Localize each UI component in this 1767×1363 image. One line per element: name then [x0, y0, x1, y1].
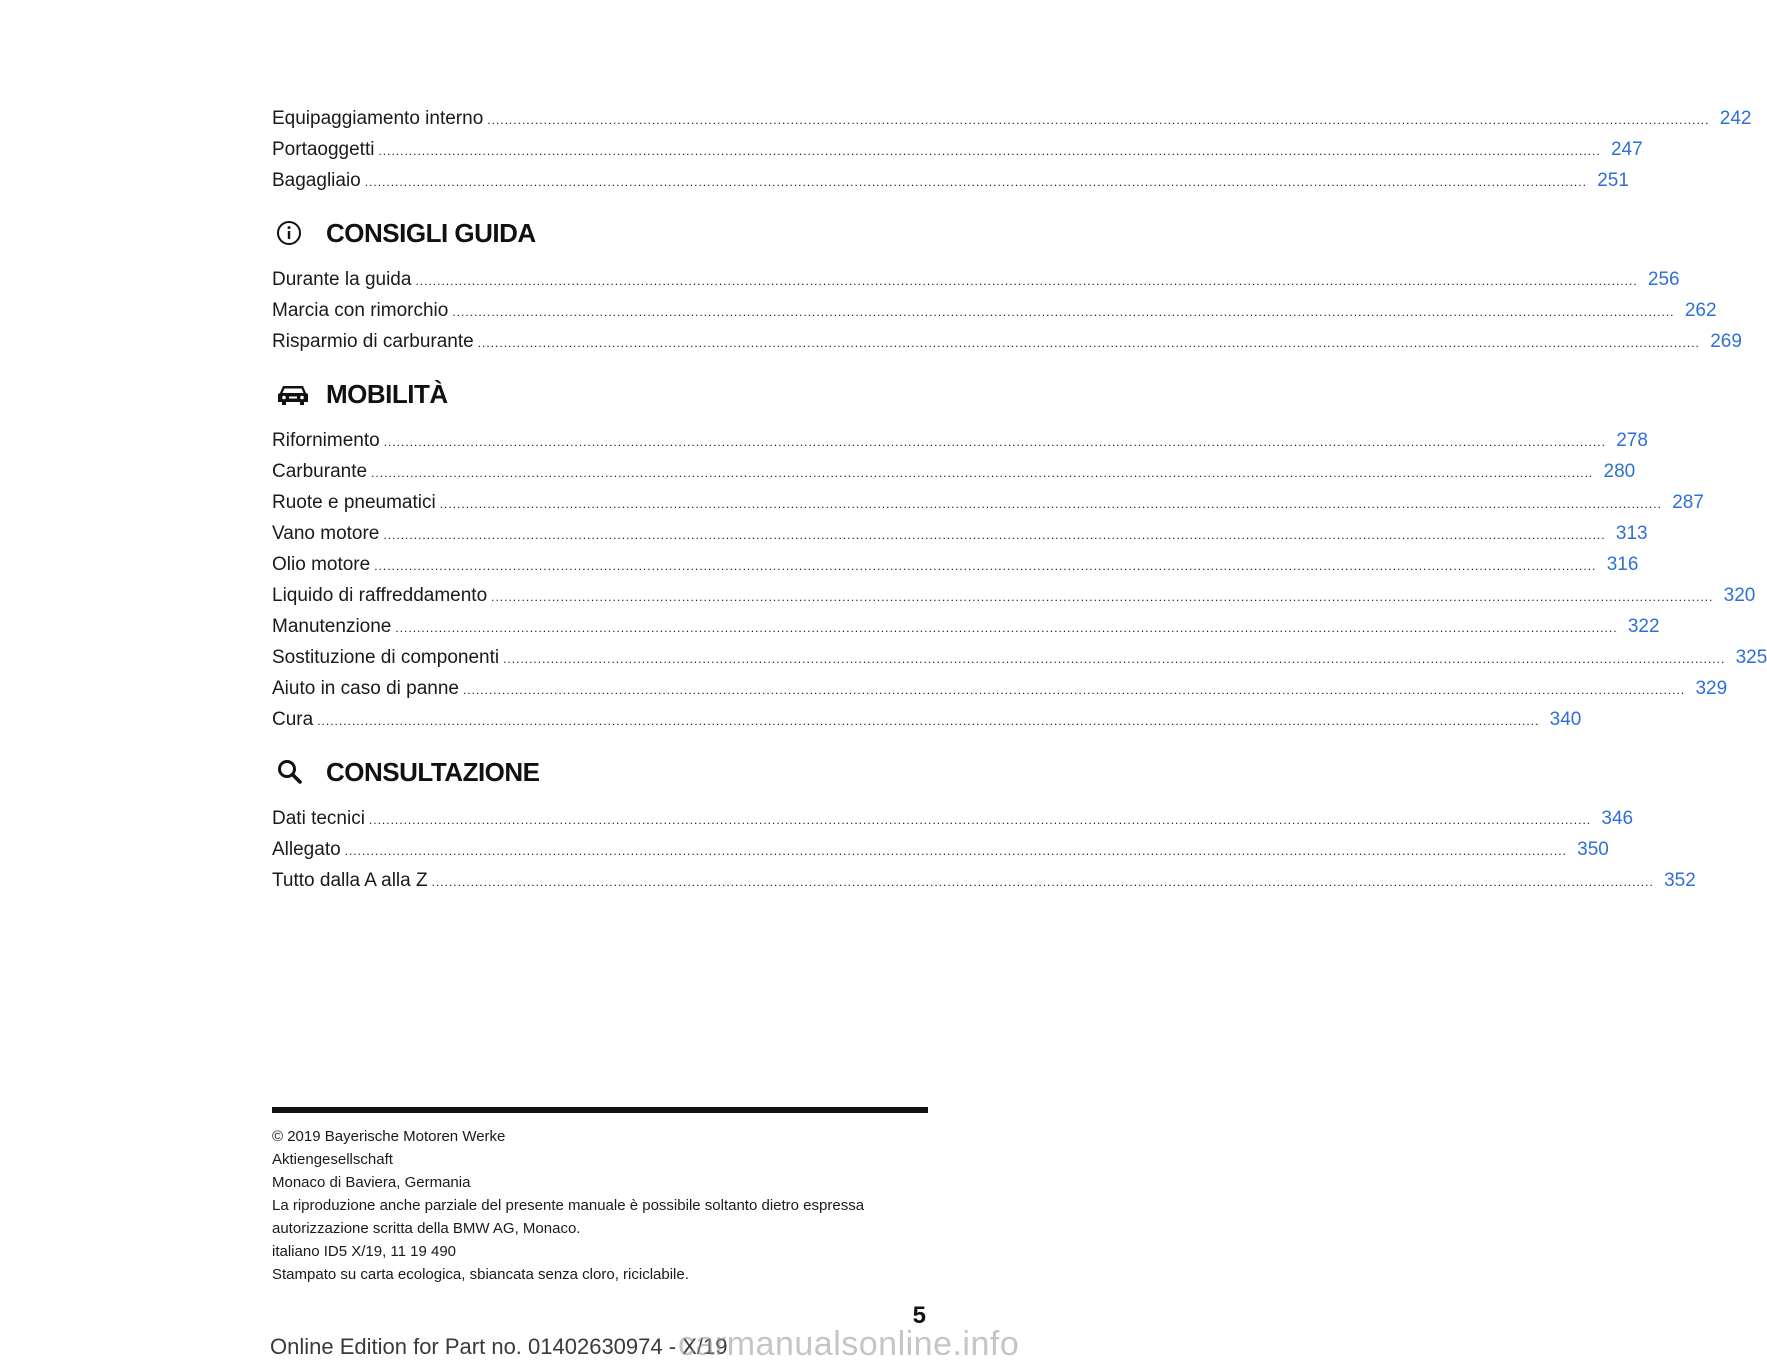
toc-entry-page-link[interactable]: 329	[1695, 678, 1728, 699]
toc-entry-page-link[interactable]: 269	[1710, 331, 1742, 352]
toc-entry-title: Tutto dalla A alla Z	[272, 870, 428, 891]
toc-entry-title: Cura	[272, 709, 314, 730]
toc-section	[272, 741, 1696, 896]
toc-entry-leader-dots	[369, 805, 1591, 836]
imprint-block	[272, 1125, 912, 1286]
toc-entry-leader-dots	[415, 266, 1637, 297]
toc-entry-title: Sostituzione di componenti	[272, 647, 500, 668]
toc-entry-title: Portaoggetti	[272, 139, 375, 160]
toc-entry-title: Marcia con rimorchio	[272, 300, 449, 321]
toc-entry[interactable]	[272, 580, 1756, 611]
car-icon	[276, 379, 316, 409]
toc-entry[interactable]	[272, 425, 1648, 456]
imprint-line: autorizzazione scritta della BMW AG, Monaco.	[272, 1220, 581, 1237]
toc-entry[interactable]	[272, 456, 1636, 487]
toc-entry-leader-dots	[452, 297, 1674, 328]
toc-entry-page-link[interactable]: 287	[1672, 492, 1704, 513]
toc-entry-page-link[interactable]: 350	[1577, 839, 1609, 860]
toc-section-title: MOBILITÀ	[326, 378, 448, 409]
toc-section-heading[interactable]	[272, 202, 928, 264]
imprint-line: La riproduzione anche parziale del presente manuale è possibile soltanto dietro espressa	[272, 1197, 865, 1214]
toc-section	[272, 363, 1767, 735]
toc-entry-title: Carburante	[272, 461, 368, 482]
info-icon	[276, 218, 316, 248]
toc-entry-leader-dots	[440, 489, 1662, 520]
toc-entry-title: Bagagliaio	[272, 170, 361, 191]
toc-entry-leader-dots	[478, 328, 1700, 359]
toc-section-heading[interactable]	[272, 741, 928, 803]
toc-entry[interactable]	[272, 834, 1609, 865]
toc-entry-title: Rifornimento	[272, 430, 380, 451]
toc-entry-leader-dots	[383, 520, 1605, 551]
toc-entry[interactable]	[272, 865, 1696, 896]
imprint-line: Stampato su carta ecologica, sbiancata senza cloro, riciclabile.	[272, 1266, 689, 1283]
toc-entry-title: Equipaggiamento interno	[272, 108, 484, 129]
toc-section-title: CONSIGLI GUIDA	[326, 217, 536, 248]
toc-entry-page-link[interactable]: 322	[1627, 616, 1660, 637]
footer-divider	[272, 1107, 928, 1113]
toc-entry-title: Vano motore	[272, 523, 380, 544]
toc-entry-title: Allegato	[272, 839, 341, 860]
table-of-contents	[272, 103, 1767, 896]
imprint-line: Monaco di Baviera, Germania	[272, 1174, 471, 1191]
toc-sections	[272, 202, 1767, 896]
toc-entry-page-link[interactable]: 325	[1735, 647, 1767, 668]
toc-entry[interactable]	[272, 518, 1648, 549]
toc-entry[interactable]	[272, 264, 1680, 295]
toc-entry-page-link[interactable]: 256	[1647, 269, 1680, 290]
toc-section-title: CONSULTAZIONE	[326, 756, 540, 787]
imprint-line: Aktiengesellschaft	[272, 1151, 393, 1168]
toc-entry-title: Ruote e pneumatici	[272, 492, 436, 513]
toc-entry-leader-dots	[487, 105, 1709, 136]
toc-entry-page-link[interactable]: 340	[1549, 709, 1582, 730]
toc-entry-leader-dots	[345, 836, 1567, 867]
toc-entry[interactable]	[272, 326, 1742, 357]
toc-entry-title: Olio motore	[272, 554, 371, 575]
toc-entry[interactable]	[272, 642, 1767, 673]
toc-entry-page-link[interactable]: 247	[1610, 139, 1643, 160]
toc-entry-page-link[interactable]: 346	[1601, 808, 1634, 829]
toc-entry[interactable]	[272, 487, 1704, 518]
toc-section-heading[interactable]	[272, 363, 928, 425]
toc-entry-page-link[interactable]: 280	[1603, 461, 1636, 482]
toc-entry-leader-dots	[374, 551, 1596, 582]
toc-entry-leader-dots	[384, 427, 1606, 458]
watermark: carmanualsonline.info	[678, 1325, 1020, 1363]
toc-entry[interactable]	[272, 165, 1629, 196]
toc-entry-title: Liquido di raffreddamento	[272, 585, 488, 606]
toc-entry-page-link[interactable]: 242	[1719, 108, 1752, 129]
toc-entry-page-link[interactable]: 251	[1597, 170, 1629, 191]
toc-intro-entries	[272, 103, 1752, 196]
toc-entry-title: Durante la guida	[272, 269, 412, 290]
imprint-line: italiano ID5 X/19, 11 19 490	[272, 1243, 457, 1260]
toc-entry-leader-dots	[395, 613, 1617, 644]
imprint-line: © 2019 Bayerische Motoren Werke	[272, 1128, 506, 1145]
toc-entry-leader-dots	[491, 582, 1713, 613]
toc-entry-title: Aiuto in caso di panne	[272, 678, 459, 699]
toc-entry[interactable]	[272, 295, 1717, 326]
toc-entry-leader-dots	[378, 136, 1600, 167]
search-icon	[276, 757, 316, 787]
toc-entry-page-link[interactable]: 262	[1684, 300, 1717, 321]
toc-entry[interactable]	[272, 134, 1643, 165]
toc-entry-page-link[interactable]: 320	[1723, 585, 1756, 606]
toc-entry-leader-dots	[365, 167, 1587, 198]
toc-entry[interactable]	[272, 103, 1752, 134]
toc-entry-page-link[interactable]: 316	[1606, 554, 1639, 575]
online-edition-note: Online Edition for Part no. 01402630974 - X/19	[270, 1334, 728, 1359]
toc-entry[interactable]	[272, 704, 1582, 735]
toc-entry[interactable]	[272, 611, 1660, 642]
toc-entry-leader-dots	[371, 458, 1593, 489]
toc-entry-page-link[interactable]: 352	[1664, 870, 1696, 891]
toc-entry-leader-dots	[463, 675, 1685, 706]
toc-entry-leader-dots	[503, 644, 1725, 675]
toc-entry-leader-dots	[432, 867, 1654, 898]
toc-entry[interactable]	[272, 803, 1634, 834]
toc-section	[272, 202, 1742, 357]
toc-entry[interactable]	[272, 673, 1728, 704]
toc-entry-leader-dots	[317, 706, 1539, 737]
toc-entry-page-link[interactable]: 313	[1615, 523, 1648, 544]
toc-entry-title: Dati tecnici	[272, 808, 365, 829]
toc-entry-title: Risparmio di carburante	[272, 331, 474, 352]
toc-entry-page-link[interactable]: 278	[1616, 430, 1648, 451]
page-number: 5	[912, 1302, 926, 1329]
toc-entry-title: Manutenzione	[272, 616, 392, 637]
toc-entry[interactable]	[272, 549, 1639, 580]
